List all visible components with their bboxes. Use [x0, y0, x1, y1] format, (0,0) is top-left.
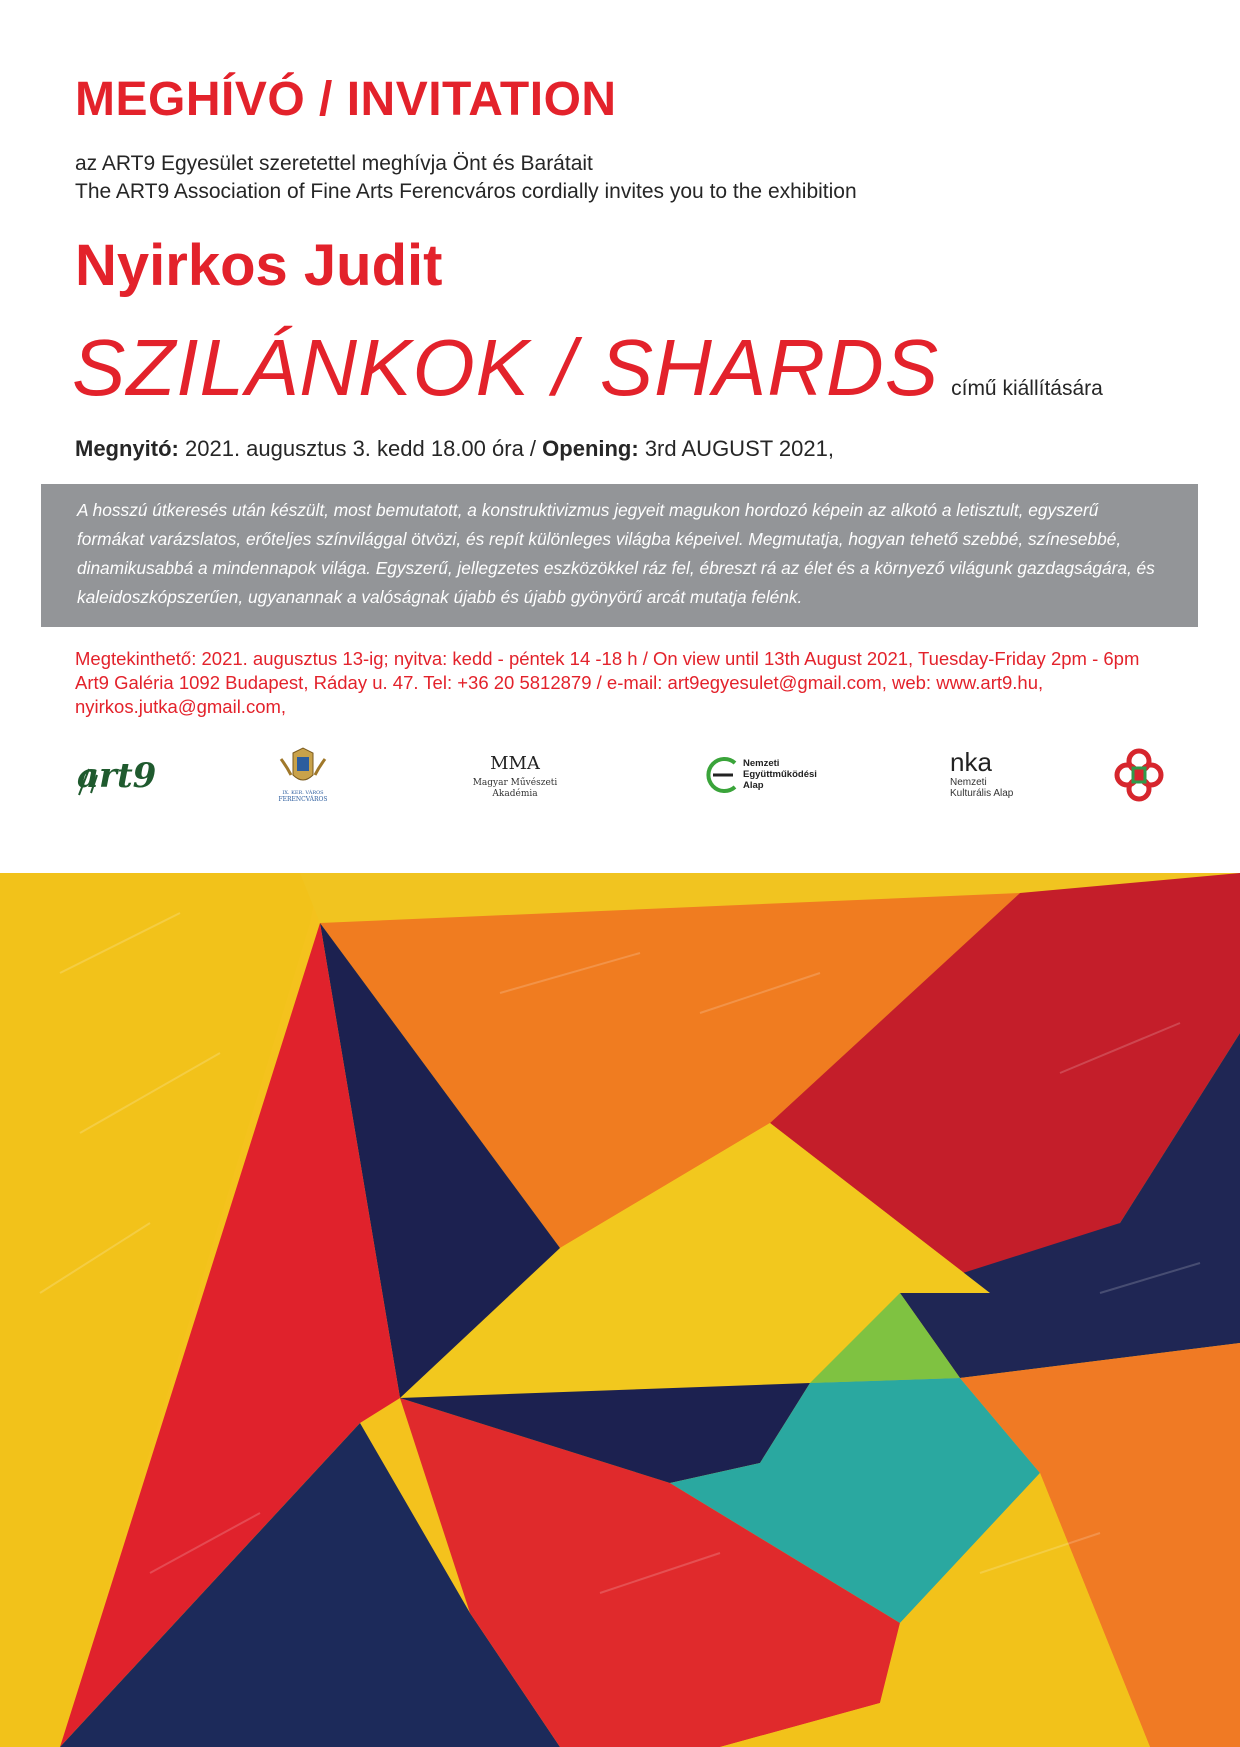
art9-logo-text: art9	[77, 756, 157, 796]
intro-line-en: The ART9 Association of Fine Arts Ferencváros cordially invites you to the exhibition	[75, 180, 857, 203]
description-text: A hosszú útkeresés után készült, most bemutatott, a konstruktivizmus jegyeit magukon hordozó képein az alkotó a letisztult, egyszerű formákat varázslatos, erőteljes színvilággal ötvözi, és repít különleges világba képeivel. Megmutatja, hogyan tehető szebbé, színesebbé, dinamikusabbá a mindennapok világa. Egyszerű, jellegzetes eszközökkel ráz fel, ébreszt rá az élet és a környező világunk gazdagságára, és kaleidoszkópszerűen, ugyanannak a valóságnak újabb és újabb gyönyörű arcát mutatja felénk.	[77, 500, 1155, 607]
exhibition-title-suffix: című kiállítására	[951, 377, 1103, 400]
ferencvaros-logo-line1: IX. KER. VÁROS	[282, 790, 324, 796]
nka-logo-line2: Kulturális Alap	[950, 788, 1014, 799]
exhibition-info	[75, 647, 1139, 719]
intro-text	[75, 150, 857, 206]
nea-logo-line3: Alap	[743, 780, 764, 791]
nka-logo-line1: Nemzeti	[950, 777, 987, 788]
description-box	[41, 484, 1198, 627]
rings-emblem-logo	[1113, 745, 1165, 805]
ferencvaros-logo-line2: FERENCVÁROS	[278, 796, 328, 803]
opening-value-en: 3rd AUGUST 2021,	[638, 436, 834, 461]
opening-value-hu: 2021. augusztus 3. kedd 18.00 óra /	[178, 436, 543, 461]
nea-logo-line2: Együttműködési	[743, 769, 817, 780]
nka-logo	[948, 745, 1038, 805]
nea-logo-line1: Nemzeti	[743, 758, 780, 769]
opening-label-hu: Megnyitó:	[75, 436, 179, 461]
mma-logo-line2: Akadémia	[492, 789, 538, 799]
art9-logo	[75, 745, 157, 805]
info-dates-line: Megtekinthető: 2021. augusztus 13-ig; nyitva: kedd - péntek 14 -18 h / On view until 13th August 2021, Tuesday-Friday 2pm - 6pm	[75, 648, 1140, 669]
opening-line	[75, 436, 834, 462]
info-email-line: nyirkos.jutka@gmail.com,	[75, 696, 287, 717]
mma-logo-line1: Magyar Művészeti	[472, 778, 558, 788]
mma-logo	[465, 745, 565, 805]
abstract-painting-image	[0, 873, 1240, 1747]
mma-logo-mark: MMA	[490, 753, 540, 774]
exhibition-title: SZILÁNKOK / SHARDS	[72, 323, 940, 412]
artist-name: Nyirkos Judit	[75, 233, 443, 298]
nka-logo-mark: nka	[950, 747, 992, 777]
exhibition-title-line	[72, 322, 1103, 414]
info-address-line: Art9 Galéria 1092 Budapest, Ráday u. 47. Tel: +36 20 5812879 / e-mail: art9egyesulet@gmail.com, web: www.art9.hu,	[75, 672, 1044, 693]
invitation-title: MEGHÍVÓ / INVITATION	[75, 73, 617, 126]
nea-logo	[703, 745, 823, 805]
intro-line-hu: az ART9 Egyesület szeretettel meghívja Önt és Barátait	[75, 152, 593, 175]
sponsor-logos	[75, 745, 1165, 805]
opening-label-en: Opening:	[542, 436, 639, 461]
ferencvaros-logo	[273, 745, 333, 805]
